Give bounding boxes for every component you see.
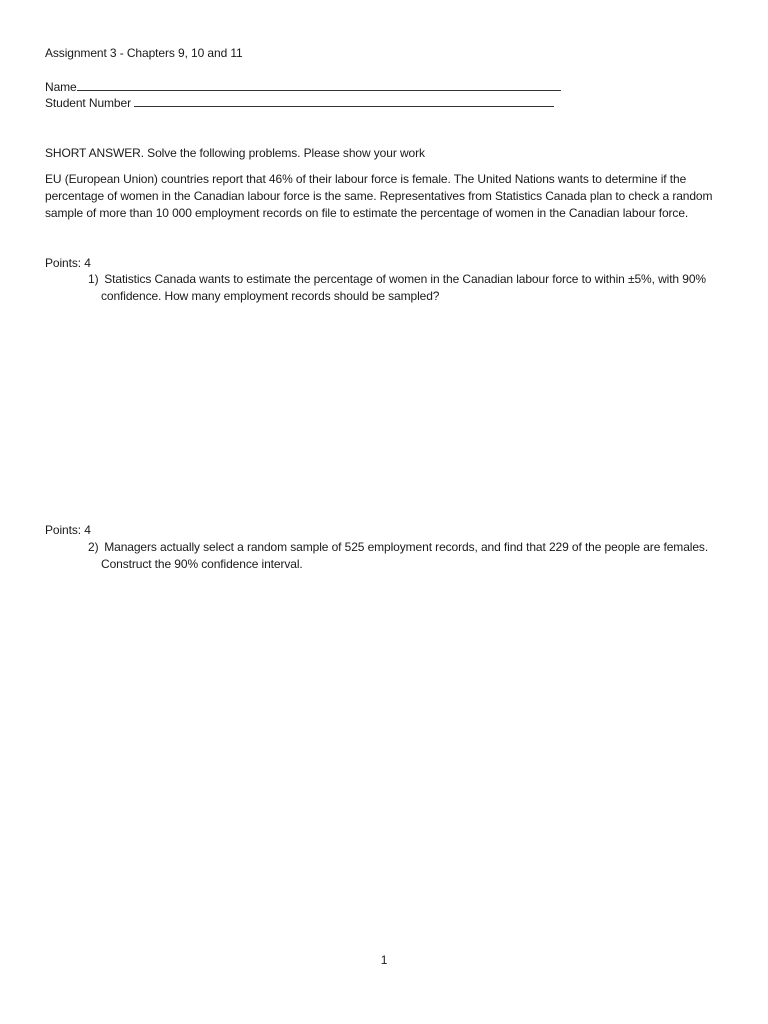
student-number-blank [134,95,554,107]
question-2-text: Managers actually select a random sample of 525 employment records, and find that 229 of the people are females. Construct the 90% confidence interval. [101,540,709,571]
name-label: Name [45,80,77,94]
question-2 [88,539,731,573]
question-2-number: 2) [88,540,99,554]
page-number: 1 [380,953,388,967]
name-line [45,79,561,95]
question-1-number: 1) [88,272,99,286]
question-1-text: Statistics Canada wants to estimate the percentage of women in the Canadian labour force to within ±5%, with 90% confidence. How many employment records should be sampled? [101,272,706,303]
question-2-points: Points: 4 [45,523,91,537]
student-number-label: Student Number [45,96,131,110]
question-1-points: Points: 4 [45,256,91,270]
assignment-title: Assignment 3 - Chapters 9, 10 and 11 [45,46,243,60]
question-1 [88,271,731,305]
name-blank [77,79,561,91]
instructions: SHORT ANSWER. Solve the following problems. Please show your work [45,146,425,160]
scenario-paragraph: EU (European Union) countries report that 46% of their labour force is female. The United Nations wants to determine if the percentage of women in the Canadian labour force is the same. Representatives from Statistics Canada plan to check a random sample of more than 10 000 employment records on file to estimate the percentage of women in the Canadian labour force. [45,172,713,220]
student-number-line [45,95,554,111]
